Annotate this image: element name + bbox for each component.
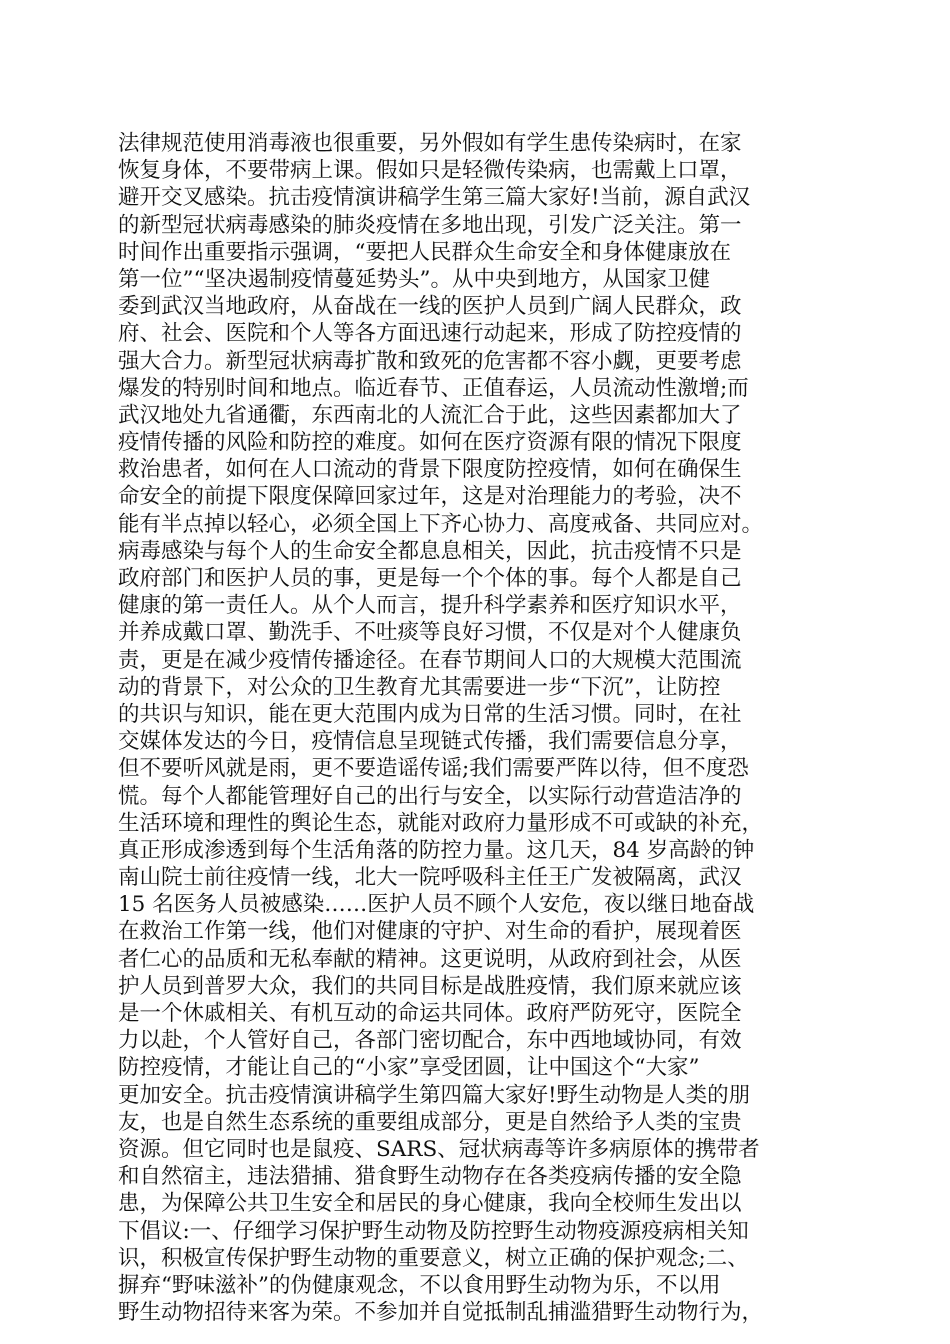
text-line: 的共识与知识，能在更大范围内成为日常的生活习惯。同时，在社 [118,701,742,727]
text-line: 但不要听风就是雨，更不要造谣传谣;我们需要严阵以待，但不度恐 [118,756,749,782]
text-line: 是一个休戚相关、有机互动的命运共同体。政府严防死守，医院全 [118,1001,742,1026]
text-line: 避开交叉感染。抗击疫情演讲稿学生第三篇大家好!当前，源自武汉 [118,185,751,211]
text-line: 健康的第一责任人。从个人而言，提升科学素养和医疗知识水平， [118,593,742,619]
text-line: 动的背景下，对公众的卫生教育尤其需要进一步“下沉”，让防控 [118,674,721,700]
text-line: 防控疫情，才能让自己的“小家”享受团圆，让中国这个“大家” [118,1055,700,1081]
body-text [118,130,830,1326]
text-line: 野生动物招待来客为荣。不参加并自觉抵制乱捕滥猎野生动物行为， [118,1300,764,1326]
text-line: 友，也是自然生态系统的重要组成部分，更是自然给予人类的宝贵 [118,1109,742,1135]
text-line: 在救治工作第一线，他们对健康的守护、对生命的看护，展现着医 [118,919,742,945]
text-line: 法律规范使用消毒液也很重要，另外假如有学生患传染病时，在家 [118,131,742,156]
text-line: 恢复身体，不要带病上课。假如只是轻微传染病，也需戴上口罩， [118,158,742,184]
text-line: 识，积极宣传保护野生动物的重要意义，树立正确的保护观念;二、 [118,1245,749,1271]
text-line: 武汉地处九省通衢，东西南北的人流汇合于此，这些因素都加大了 [118,402,742,428]
text-line: 交媒体发达的今日，疫情信息呈现链式传播，我们需要信息分享， [118,729,742,755]
text-line: 命安全的前提下限度保障回家过年，这是对治理能力的考验，决不 [118,484,742,510]
text-line: 的新型冠状病毒感染的肺炎疫情在多地出现，引发广泛关注。第一 [118,212,742,238]
text-line: 生活环境和理性的舆论生态，就能对政府力量形成不可或缺的补充， [118,810,764,836]
text-line: 时间作出重要指示强调，“要把人民群众生命安全和身体健康放在 [118,239,731,265]
text-line: 真正形成渗透到每个生活角落的防控力量。这几天，84 岁高龄的钟 [118,837,755,863]
text-line: 护人员到普罗大众，我们的共同目标是战胜疫情，我们原来就应该 [118,973,742,999]
text-line: 能有半点掉以轻心，必须全国上下齐心协力、高度戒备、共同应对。 [118,511,764,537]
text-line: 爆发的特别时间和地点。临近春节、正值春运，人员流动性激增;而 [118,375,749,401]
text-line: 下倡议:一、仔细学习保护野生动物及防控野生动物疫源疫病相关知 [118,1218,749,1244]
text-line: 力以赴，个人管好自己，各部门密切配合，东中西地域协同，有效 [118,1028,742,1054]
text-line: 患，为保障公共卫生安全和居民的身心健康，我向全校师生发出以 [118,1191,742,1217]
text-line: 责，更是在减少疫情传播途径。在春节期间人口的大规模大范围流 [118,647,742,673]
text-line: 更加安全。抗击疫情演讲稿学生第四篇大家好!野生动物是人类的朋 [118,1082,751,1108]
text-line: 摒弃“野味滋补”的伪健康观念，不以食用野生动物为乐，不以用 [118,1272,721,1298]
text-line: 强大合力。新型冠状病毒扩散和致死的危害都不容小觑，更要考虑 [118,348,742,374]
text-line: 资源。但它同时也是鼠疫、SARS、冠状病毒等许多病原体的携带者 [118,1136,760,1162]
text-line: 和自然宿主，违法猎捕、猎食野生动物存在各类疫病传播的安全隐 [118,1164,742,1190]
text-line: 救治患者，如何在人口流动的背景下限度防控疫情，如何在确保生 [118,457,742,483]
text-line: 第一位”“坚决遏制疫情蔓延势头”。从中央到地方，从国家卫健 [118,266,710,292]
text-line: 南山院士前往疫情一线，北大一院呼吸科主任王广发被隔离，武汉 [118,865,742,891]
text-line: 政府部门和医护人员的事，更是每一个个体的事。每个人都是自己 [118,566,742,591]
text-line: 者仁心的品质和无私奉献的精神。这更说明，从政府到社会，从医 [118,946,742,972]
text-line: 委到武汉当地政府，从奋战在一线的医护人员到广阔人民群众，政 [118,294,742,320]
text-line: 府、社会、医院和个人等各方面迅速行动起来，形成了防控疫情的 [118,321,742,347]
text-line: 疫情传播的风险和防控的难度。如何在医疗资源有限的情况下限度 [118,430,742,456]
text-line: 病毒感染与每个人的生命安全都息息相关，因此，抗击疫情不只是 [118,538,742,564]
text-line: 并养成戴口罩、勤洗手、不吐痰等良好习惯，不仅是对个人健康负 [118,620,742,646]
text-line: 慌。每个人都能管理好自己的出行与安全，以实际行动营造洁净的 [118,783,742,809]
text-line: 15 名医务人员被感染……医护人员不顾个人安危，夜以继日地奋战 [118,892,755,918]
